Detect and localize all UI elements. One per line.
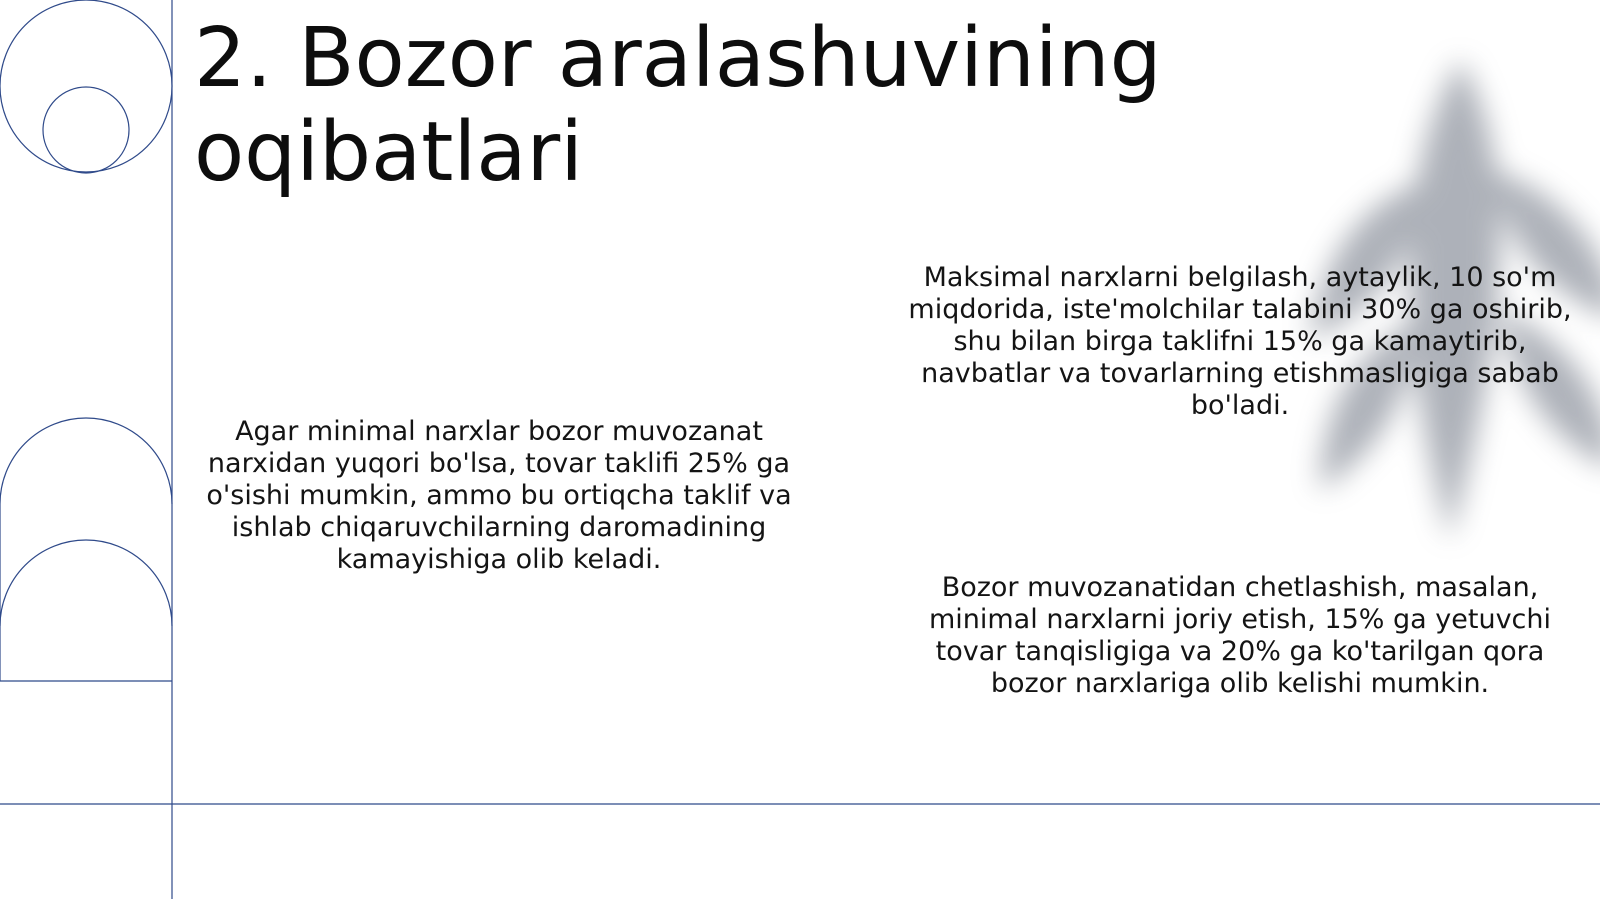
paragraph-maximum-prices: Maksimal narxlarni belgilash, aytaylik, 10 so'm miqdorida, iste'molchilar talabini 30% ga oshirib, shu bilan birga taklifni 15% ga kamaytirib, navbatlar va tovarlarning etishmasligiga sabab bo'ladi.: [908, 262, 1572, 421]
upper-arch-outline: [0, 418, 172, 504]
large-circle-outline: [0, 0, 172, 172]
paragraph-market-deviation: Bozor muvozanatidan chetlashish, masalan, minimal narxlarni joriy etish, 15% ga yetuvchi tovar tanqisligiga va 20% ga ko'tarilgan qora bozor narxlariga olib kelishi mumkin.: [928, 572, 1552, 699]
lower-arch-outline: [0, 540, 172, 626]
small-circle-outline: [43, 87, 129, 173]
paragraph-minimum-prices: Agar minimal narxlar bozor muvozanat narxidan yuqori bo'lsa, tovar taklifi 25% ga o'sishi mumkin, ammo bu ortiqcha taklif va ishlab chiqaruvchilarning daromadining kamayishiga olib keladi.: [206, 416, 792, 575]
slide-title: 2. Bozor aralashuvining oqibatlari: [194, 11, 1162, 200]
